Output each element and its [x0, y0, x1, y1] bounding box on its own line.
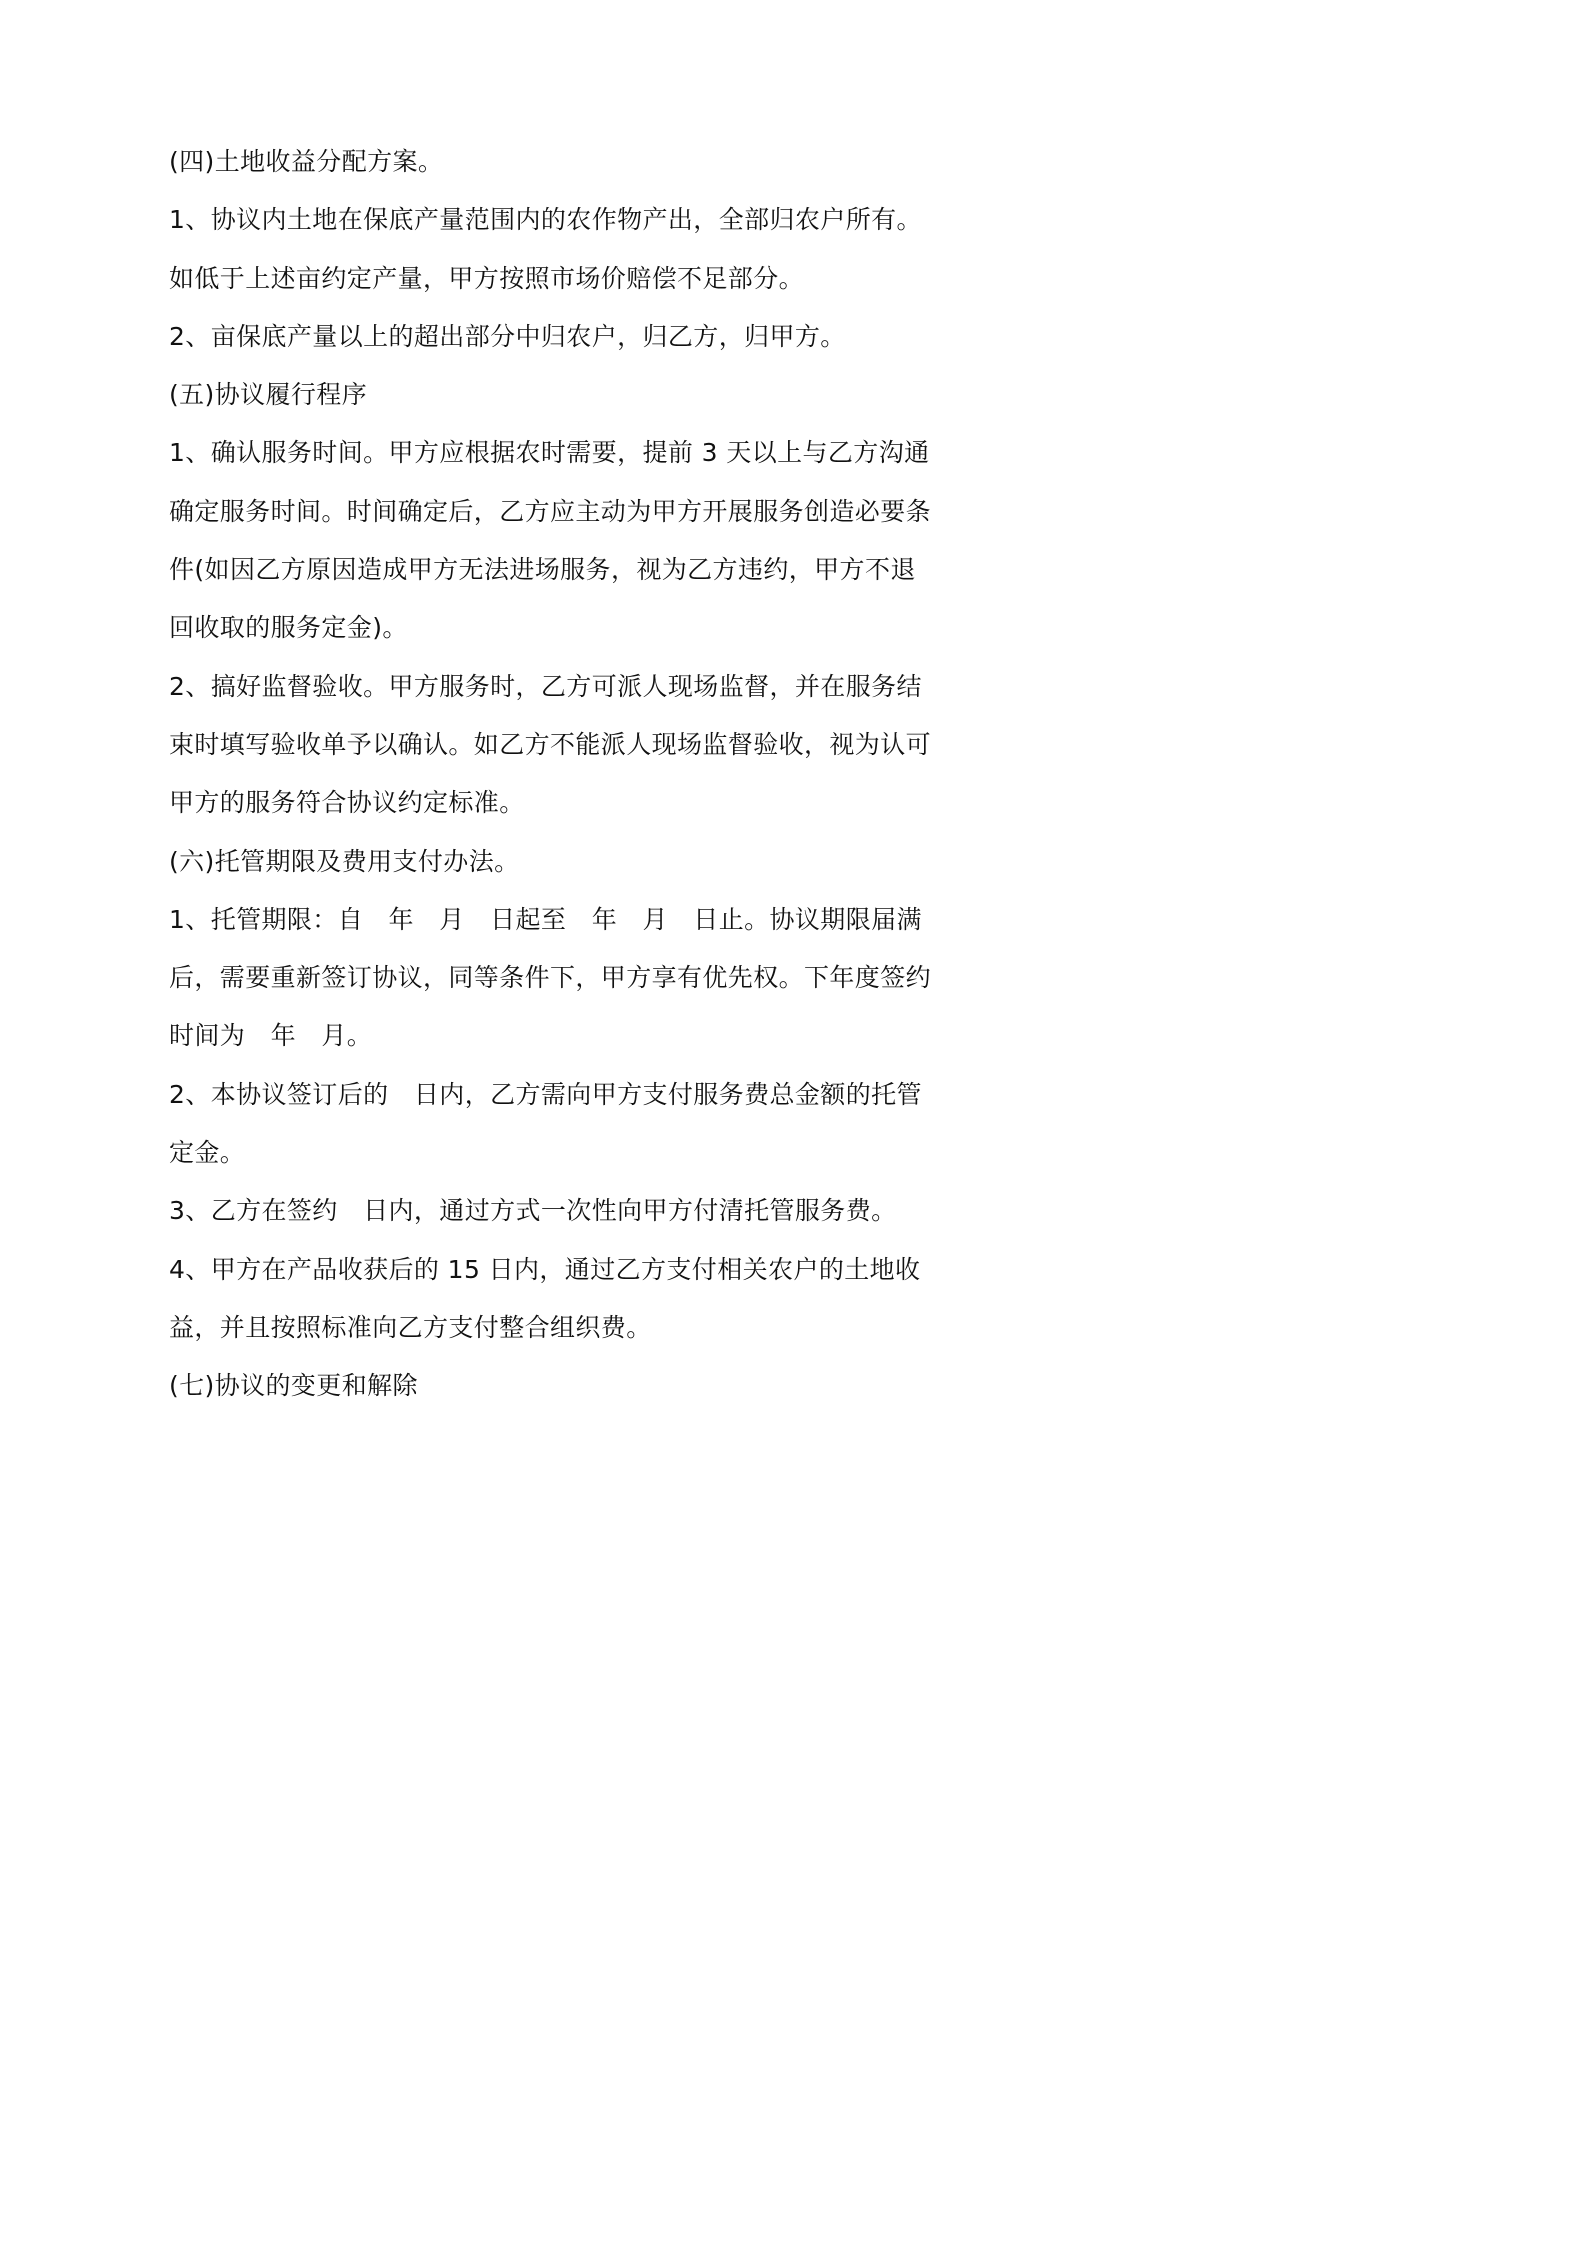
section-heading-land-income: (四)土地收益分配方案。 [169, 147, 444, 176]
paragraph-line: 束时填写验收单予以确认。如乙方不能派人现场监督验收，视为认可 [169, 729, 932, 759]
paragraph-line: 1、协议内土地在保底产量范围内的农作物产出，全部归农户所有。 [169, 205, 922, 235]
paragraph-line: 2、本协议签订后的 日内，乙方需向甲方支付服务费总金额的托管 [169, 1079, 922, 1109]
paragraph-line: 2、亩保底产量以上的超出部分中归农户，归乙方，归甲方。 [169, 321, 846, 351]
section-heading-performance: (五)协议履行程序 [169, 380, 368, 410]
paragraph-line: 确定服务时间。时间确定后，乙方应主动为甲方开展服务创造必要条 [169, 496, 932, 526]
paragraph-line: 4、甲方在产品收获后的 15 日内，通过乙方支付相关农户的土地收 [169, 1254, 921, 1284]
paragraph-line: 件(如因乙方原因造成甲方无法进场服务，视为乙方违约，甲方不退 [169, 555, 916, 585]
section-heading-change-termination: (七)协议的变更和解除 [169, 1371, 418, 1401]
paragraph-line: 定金。 [169, 1138, 246, 1168]
section-heading-term-payment: (六)托管期限及费用支付办法。 [169, 846, 520, 876]
paragraph-line: 1、托管期限：自 年 月 日起至 年 月 日止。协议期限届满 [169, 904, 922, 934]
paragraph-line: 益，并且按照标准向乙方支付整合组织费。 [169, 1312, 652, 1342]
document-page [169, 133, 949, 1416]
paragraph-line: 如低于上述亩约定产量，甲方按照市场价赔偿不足部分。 [169, 263, 805, 293]
paragraph-line: 3、乙方在签约 日内，通过方式一次性向甲方付清托管服务费。 [169, 1196, 897, 1226]
paragraph-line: 回收取的服务定金)。 [169, 613, 408, 643]
paragraph-line: 后，需要重新签订协议，同等条件下，甲方享有优先权。下年度签约 [169, 963, 932, 993]
paragraph-line: 2、搞好监督验收。甲方服务时，乙方可派人现场监督，并在服务结 [169, 671, 922, 701]
paragraph-line: 1、确认服务时间。甲方应根据农时需要，提前 3 天以上与乙方沟通 [169, 438, 930, 468]
paragraph-line: 甲方的服务符合协议约定标准。 [169, 788, 525, 818]
paragraph-line: 时间为 年 月。 [169, 1021, 373, 1051]
